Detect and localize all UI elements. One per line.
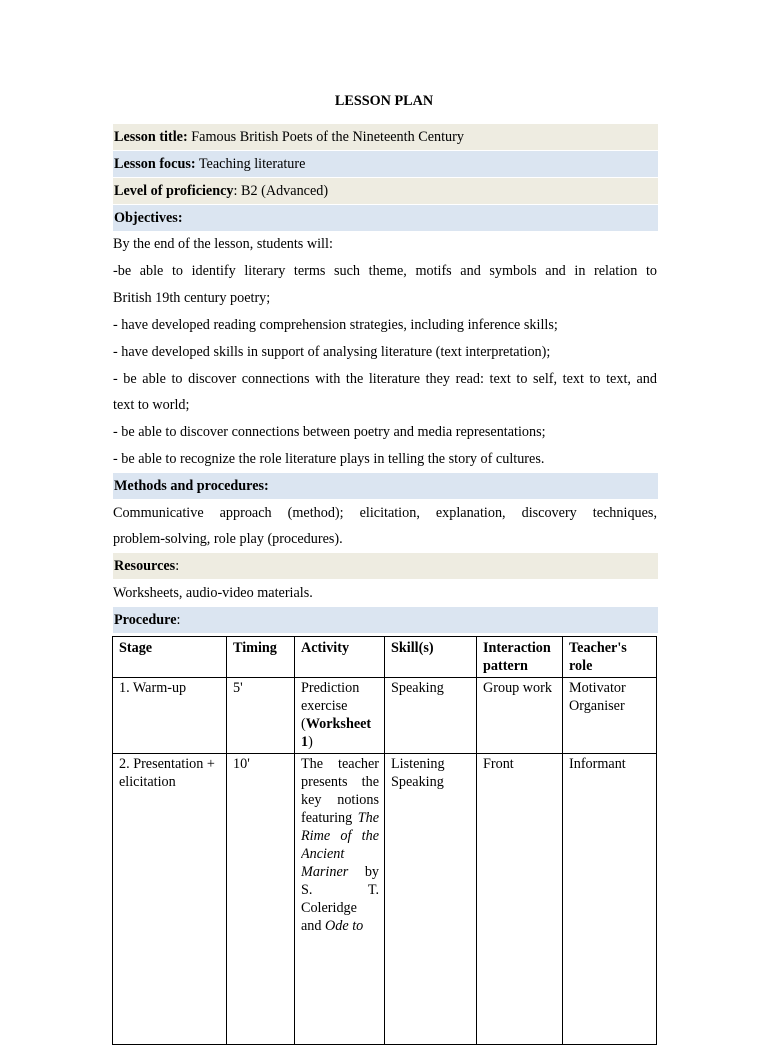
row2-role: Informant xyxy=(563,754,657,1045)
lesson-title-row xyxy=(113,124,658,150)
level-label: Level of proficiency xyxy=(114,183,234,199)
procedure-heading: Procedure xyxy=(114,612,177,628)
page-title: LESSON PLAN xyxy=(334,93,434,109)
row1-role-line-2: Organiser xyxy=(569,698,625,714)
objective-item-4-line-1: - be able to discover connections with the literature they read: text to self, text to text, and xyxy=(113,371,657,387)
lesson-title-label: Lesson title: xyxy=(114,129,188,145)
objectives-heading-row xyxy=(113,205,658,231)
objectives-intro: By the end of the lesson, students will: xyxy=(113,236,333,252)
procedure-heading-row xyxy=(113,607,658,633)
row1-role xyxy=(563,678,657,754)
header-activity: Activity xyxy=(295,637,385,678)
lesson-focus-row xyxy=(113,151,658,177)
table-header-row xyxy=(113,637,657,678)
resources-colon: : xyxy=(175,558,180,574)
row1-timing: 5' xyxy=(227,678,295,754)
table-row xyxy=(113,678,657,754)
header-teachers-role: Teacher's role xyxy=(563,637,657,678)
procedure-table xyxy=(112,636,657,1045)
header-timing: Timing xyxy=(227,637,295,678)
resources-heading-row xyxy=(113,553,658,579)
row1-activity xyxy=(295,678,385,754)
lesson-focus-value: Teaching literature xyxy=(195,156,306,172)
row2-activity-title-1: The Rime of the Ancient Mariner xyxy=(301,810,379,880)
table-row xyxy=(113,754,657,1045)
objective-item-4-line-2: text to world; xyxy=(113,397,190,413)
header-skills: Skill(s) xyxy=(385,637,477,678)
objective-item-3: - have developed skills in support of analysing literature (text interpretation); xyxy=(113,344,551,360)
row1-role-line-1: Motivator xyxy=(569,680,626,696)
row2-activity-text-b: by S. T. Coleridge and xyxy=(301,864,379,934)
header-stage: Stage xyxy=(113,637,227,678)
objective-item-5: - be able to discover connections between poetry and media representations; xyxy=(113,424,546,440)
methods-text-line-2: problem-solving, role play (procedures). xyxy=(113,531,343,547)
row2-activity xyxy=(295,754,385,1045)
resources-heading: Resources xyxy=(114,558,176,574)
row2-skills xyxy=(385,754,477,1045)
row2-activity-title-2: Ode to xyxy=(325,918,364,934)
row1-activity-end: ) xyxy=(308,734,313,750)
objectives-heading: Objectives: xyxy=(114,210,183,226)
level-value: : B2 (Advanced) xyxy=(233,183,329,199)
row2-activity-text-a: The teacher presents the key notions featuring xyxy=(301,756,379,826)
lesson-title-value: Famous British Poets of the Nineteenth Century xyxy=(187,129,464,145)
row2-timing: 10' xyxy=(227,754,295,1045)
row1-skill: Speaking xyxy=(385,678,477,754)
row1-interaction: Group work xyxy=(477,678,563,754)
methods-heading: Methods and procedures: xyxy=(114,478,269,494)
row2-skill-line-1: Listening xyxy=(391,756,445,772)
row2-stage: 2. Presentation + elicitation xyxy=(113,754,227,1045)
objective-item-1-line-2: British 19th century poetry; xyxy=(113,290,271,306)
lesson-focus-label: Lesson focus: xyxy=(114,156,196,172)
methods-text-line-1: Communicative approach (method); elicitation, explanation, discovery techniques, xyxy=(113,505,657,521)
objective-item-1-line-1: -be able to identify literary terms such theme, motifs and symbols and in relation to xyxy=(113,263,657,279)
methods-heading-row xyxy=(113,473,658,499)
objective-item-2: - have developed reading comprehension strategies, including inference skills; xyxy=(113,317,558,333)
header-interaction-pattern: Interaction pattern xyxy=(477,637,563,678)
level-row xyxy=(113,178,658,204)
row2-interaction: Front xyxy=(477,754,563,1045)
row1-stage: 1. Warm-up xyxy=(113,678,227,754)
objective-item-6: - be able to recognize the role literature plays in telling the story of cultures. xyxy=(113,451,545,467)
procedure-colon: : xyxy=(176,612,181,628)
resources-text: Worksheets, audio-video materials. xyxy=(113,585,313,601)
row2-skill-line-2: Speaking xyxy=(391,774,444,790)
row1-activity-worksheet: Worksheet 1 xyxy=(301,716,372,750)
row1-activity-text: Prediction exercise ( xyxy=(301,680,360,732)
